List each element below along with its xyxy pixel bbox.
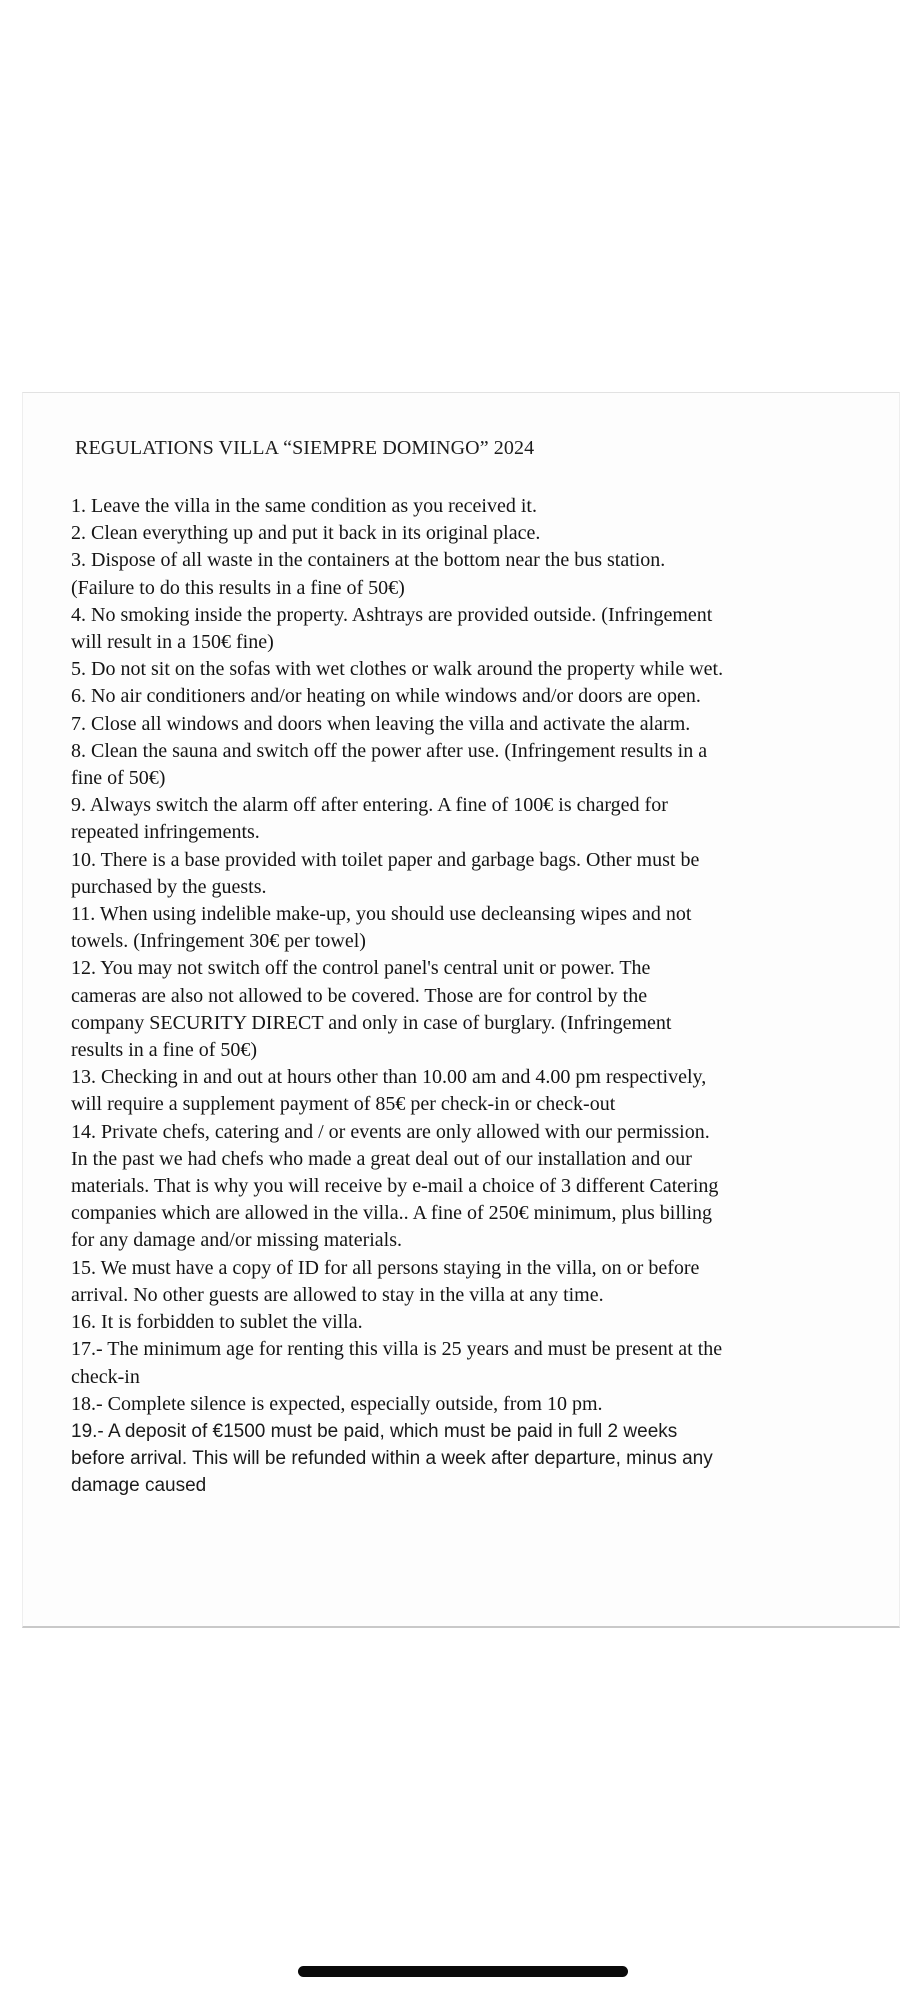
rule-line: will result in a 150€ fine) xyxy=(71,631,274,654)
rule-line: 1. Leave the villa in the same condition as you received it. xyxy=(71,495,537,517)
rule-line: 3. Dispose of all waste in the containers at the bottom near the bus station. xyxy=(71,549,666,572)
rule-line: 5. Do not sit on the sofas with wet clothes or walk around the property while wet. xyxy=(71,658,724,681)
rule-line: 10. There is a base provided with toilet paper and garbage bags. Other must be xyxy=(71,848,700,871)
rule-line: materials. That is why you will receive by e-mail a choice of 3 different Catering xyxy=(71,1175,719,1198)
rule-line-typed: damage caused xyxy=(71,1475,207,1497)
rule-line: 8. Clean the sauna and switch off the power after use. (Infringement results in a xyxy=(71,739,708,762)
rule-line: check-in xyxy=(71,1365,140,1388)
rule-line: 14. Private chefs, catering and / or events are only allowed with our permission. xyxy=(71,1120,710,1143)
home-indicator-bar[interactable] xyxy=(298,1966,628,1977)
rule-line: for any damage and/or missing materials. xyxy=(71,1229,403,1252)
rule-line: 17.- The minimum age for renting this villa is 25 years and must be present at the xyxy=(71,1338,723,1361)
rule-line: companies which are allowed in the villa.. A fine of 250€ minimum, plus billing xyxy=(71,1202,713,1225)
rule-line-typed: 19.- A deposit of €1500 must be paid, which must be paid in full 2 weeks xyxy=(71,1420,678,1442)
rule-line: company SECURITY DIRECT and only in case of burglary. (Infringement xyxy=(71,1011,672,1034)
regulations-list xyxy=(71,493,871,1500)
rule-line: (Failure to do this results in a fine of 50€) xyxy=(71,576,405,599)
rule-line: 16. It is forbidden to sublet the villa. xyxy=(71,1311,363,1334)
rule-line: 9. Always switch the alarm off after entering. A fine of 100€ is charged for xyxy=(71,794,668,817)
rule-line: 11. When using indelible make-up, you should use decleansing wipes and not xyxy=(71,903,692,926)
rule-line: arrival. No other guests are allowed to stay in the villa at any time. xyxy=(71,1283,604,1306)
rule-line: In the past we had chefs who made a great deal out of our installation and our xyxy=(71,1147,692,1170)
rule-line: results in a fine of 50€) xyxy=(71,1039,258,1062)
rule-line: will require a supplement payment of 85€ per check-in or check-out xyxy=(71,1093,616,1116)
rule-line: 6. No air conditioners and/or heating on while windows and/or doors are open. xyxy=(71,685,701,708)
document-title: REGULATIONS VILLA “SIEMPRE DOMINGO” 2024 xyxy=(75,437,535,459)
rule-line-typed: before arrival. This will be refunded within a week after departure, minus any xyxy=(71,1448,713,1470)
rule-line: fine of 50€) xyxy=(71,767,166,790)
rule-line: 18.- Complete silence is expected, especially outside, from 10 pm. xyxy=(71,1392,603,1415)
rule-line: 7. Close all windows and doors when leaving the villa and activate the alarm. xyxy=(71,712,691,735)
rule-line: purchased by the guests. xyxy=(71,875,267,898)
rule-line: 4. No smoking inside the property. Ashtrays are provided outside. (Infringement xyxy=(71,603,713,626)
rule-line: 13. Checking in and out at hours other than 10.00 am and 4.00 pm respectively, xyxy=(71,1066,707,1089)
rule-line: repeated infringements. xyxy=(71,821,260,844)
rule-line: 15. We must have a copy of ID for all persons staying in the villa, on or before xyxy=(71,1256,700,1279)
rule-line: towels. (Infringement 30€ per towel) xyxy=(71,930,366,953)
rule-line: 12. You may not switch off the control panel's central unit or power. The xyxy=(71,957,651,980)
scanned-document-page xyxy=(22,392,900,1628)
rule-line: 2. Clean everything up and put it back in its original place. xyxy=(71,522,541,545)
rule-line: cameras are also not allowed to be covered. Those are for control by the xyxy=(71,984,648,1007)
